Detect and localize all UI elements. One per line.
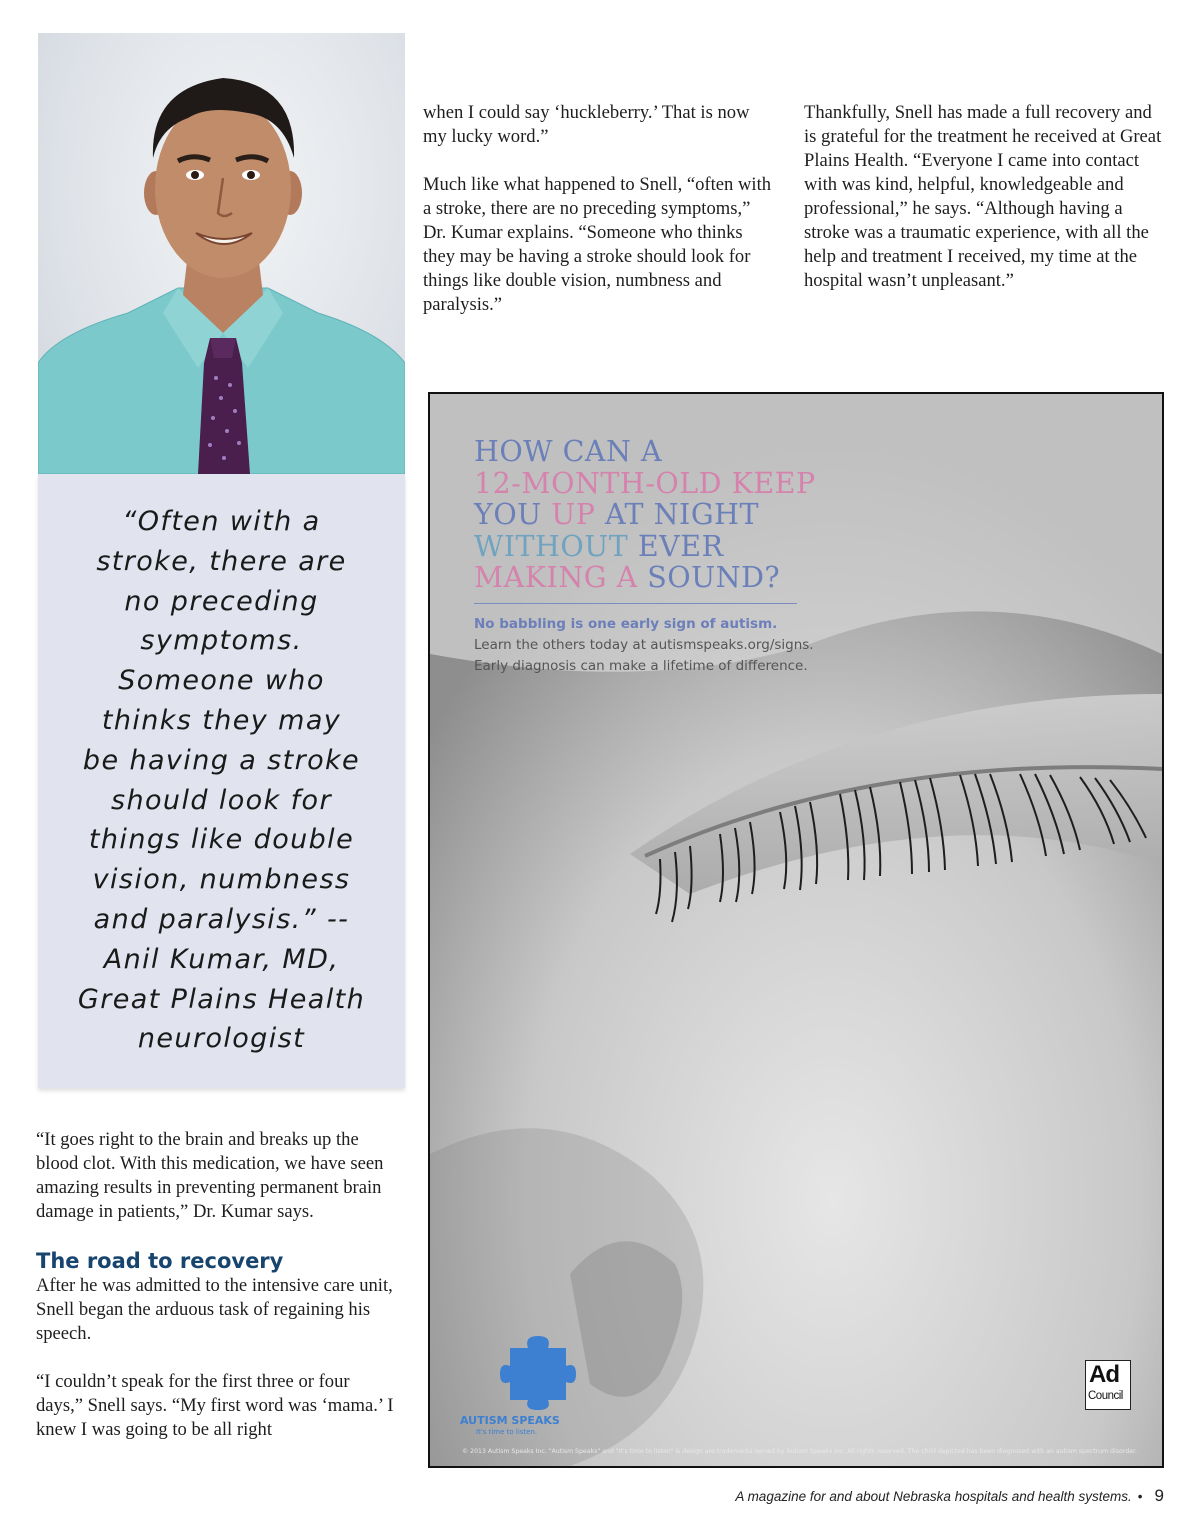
ad-council-logo xyxy=(1085,1360,1131,1410)
ad-line: Early diagnosis can make a lifetime of difference. xyxy=(474,658,808,674)
ad-headline xyxy=(474,436,816,594)
ad-headline-word: WITHOUT xyxy=(474,529,629,563)
ad-line: Learn the others today at autismspeaks.org/signs. xyxy=(474,637,814,653)
paragraph: “It goes right to the brain and breaks up the blood clot. With this medication, we have seen amazing results in preventing permanent brain damage in patients,” Dr. Kumar says. xyxy=(36,1129,384,1222)
article-column-middle xyxy=(423,101,775,341)
ad-council-logo-top: Ad xyxy=(1089,1361,1119,1388)
paragraph: Much like what happened to Snell, “often with a stroke, there are no preceding symptoms,” Dr. Kumar explains. “Someone who thinks they may be having a stroke should look for things like double vision, numbness and paralysis.” xyxy=(423,174,772,315)
article-column-left xyxy=(36,1128,401,1466)
ad-subtext xyxy=(474,614,874,677)
paragraph: Thankfully, Snell has made a full recovery and is grateful for the treatment he received at Great Plains Health. “Everyone I came into contact with was kind, helpful, knowledgeable and professional,” he says. “Although having a stroke was a traumatic experience, with all the help and treatment I received, my time at the hospital wasn’t unpleasant.” xyxy=(804,102,1162,291)
ad-headline-word: SOUND? xyxy=(647,561,781,594)
footer-tagline: A magazine for and about Nebraska hospitals and health systems. xyxy=(735,1489,1132,1504)
ad-headline-word: UP xyxy=(551,498,596,531)
pull-quote-box xyxy=(38,474,405,1088)
ad-headline-word: HOW CAN A xyxy=(474,435,663,468)
ad-council-logo-bottom: Council xyxy=(1088,1390,1123,1402)
autism-speaks-logo-text: AUTISM SPEAKS xyxy=(460,1414,560,1427)
paragraph: After he was admitted to the intensive care unit, Snell began the arduous task of regaining his speech. xyxy=(36,1275,393,1344)
autism-speaks-advertisement xyxy=(428,392,1164,1468)
page-number: 9 xyxy=(1154,1486,1164,1505)
section-subheading: The road to recovery xyxy=(36,1249,284,1273)
ad-headline-word: MAKING A xyxy=(474,561,638,594)
autism-speaks-tagline: It's time to listen. xyxy=(476,1428,538,1436)
ad-headline-word: AT NIGHT xyxy=(605,498,759,531)
ad-headline-word: KEEP xyxy=(731,466,816,500)
ad-copyright: © 2013 Autism Speaks Inc. "Autism Speaks" and "It's time to listen" & design are trademarks owned by Autism Speaks Inc. All rights reserved. The child depicted has been diagnosed with an autism spectrum disorder. xyxy=(462,1448,1137,1455)
pull-quote-text: “Often with a stroke, there are no preceding symptoms. Someone who thinks they may be having a stroke should look for things like double vision, numbness and paralysis.” -- Anil Kumar, MD, Great Plains Health neurologist xyxy=(77,506,366,1055)
paragraph: “I couldn’t speak for the first three or four days,” Snell says. “My first word was ‘mama.’ I knew I was going to be all right xyxy=(36,1371,394,1440)
ad-divider xyxy=(474,603,797,604)
ad-headline-word: 12-MONTH-OLD xyxy=(474,466,723,500)
page-footer xyxy=(735,1486,1164,1506)
ad-headline-word: EVER xyxy=(637,529,724,563)
ad-headline-word: YOU xyxy=(474,498,542,531)
footer-bullet: • xyxy=(1137,1489,1143,1504)
puzzle-piece-icon xyxy=(478,1334,598,1412)
ad-lead-line: No babbling is one early sign of autism. xyxy=(474,616,778,632)
paragraph: when I could say ‘huckleberry.’ That is now my lucky word.” xyxy=(423,102,750,147)
article-column-right xyxy=(804,101,1162,317)
doctor-portrait-photo xyxy=(38,33,405,474)
